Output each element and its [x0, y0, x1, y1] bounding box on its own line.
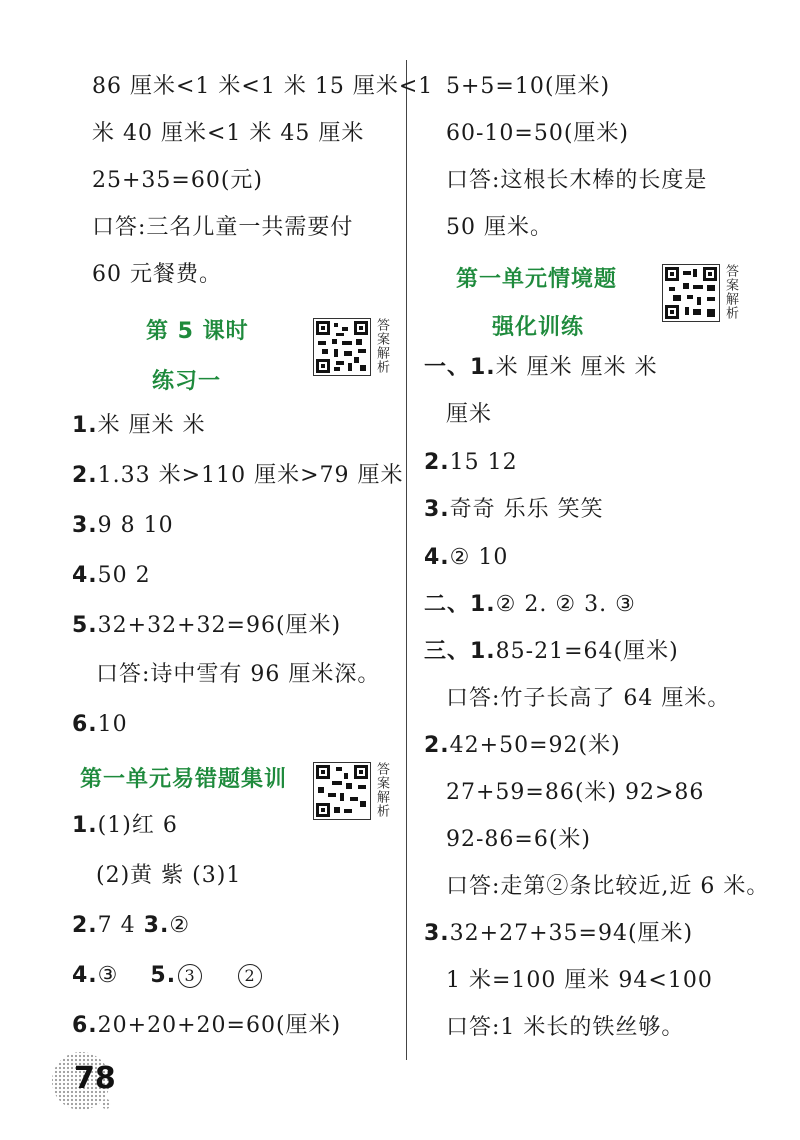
left-line-3: 25+35=60(元) — [92, 168, 264, 193]
right-line-4: 50 厘米。 — [446, 215, 553, 240]
scenario-item-3-2-b: 27+59=86(米) 92>86 — [446, 780, 705, 805]
circled-answer-a: 3 — [178, 964, 202, 988]
scenario-item-3-1: 三、1.85-21=64(厘米) — [424, 639, 679, 664]
qr-label: 答案解析 — [723, 264, 738, 320]
scenario-item-1-2: 2.15 12 — [424, 450, 518, 475]
right-column — [412, 0, 800, 1140]
qr-code-icon — [313, 762, 371, 820]
page-number: 78 — [74, 1061, 116, 1096]
left-line-2: 米 40 厘米<1 米 45 厘米 — [92, 121, 365, 146]
scenario-item-3-3-b: 1 米=100 厘米 94<100 — [446, 968, 713, 993]
practice1-item-6: 6.10 — [72, 712, 128, 737]
scenario-item-3-2-c: 92-86=6(米) — [446, 827, 592, 852]
qr-code-icon — [313, 318, 371, 376]
scenario-item-1-3: 3.奇奇 乐乐 笑笑 — [424, 497, 604, 522]
left-line-4: 口答:三名儿童一共需要付 — [92, 215, 354, 240]
error-item-6: 6.20+20+20=60(厘米) — [72, 1013, 342, 1038]
scenario-subtitle: 强化训练 — [492, 315, 585, 340]
practice1-item-5-answer: 口答:诗中雪有 96 厘米深。 — [96, 662, 381, 687]
error-item-1-part2: (2)黄 紫 (3)1 — [96, 863, 242, 888]
qr-code-lesson5[interactable] — [313, 318, 388, 376]
scenario-item-1-1: 一、1.米 厘米 厘米 米 — [424, 355, 658, 380]
scenario-item-1-1-cont: 厘米 — [446, 402, 493, 427]
practice1-item-2: 2.1.33 米>110 厘米>79 厘米 — [72, 463, 404, 488]
right-line-1: 5+5=10(厘米) — [446, 74, 611, 99]
scenario-item-3-2: 2.42+50=92(米) — [424, 733, 621, 758]
practice1-title: 练习一 — [152, 369, 222, 394]
scenario-item-3-2-answer: 口答:走第②条比较近,近 6 米。 — [446, 874, 770, 899]
lesson5-title: 第 5 课时 — [146, 319, 249, 344]
left-line-1: 86 厘米<1 米<1 米 15 厘米<1 — [92, 74, 434, 99]
error-item-1: 1.(1)红 6 — [72, 813, 178, 838]
scenario-item-3-3: 3.32+27+35=94(厘米) — [424, 921, 694, 946]
practice1-item-5: 5.32+32+32=96(厘米) — [72, 613, 342, 638]
scenario-item-3-1-answer: 口答:竹子长高了 64 厘米。 — [446, 686, 731, 711]
practice1-item-3: 3.9 8 10 — [72, 513, 174, 538]
error-practice-title: 第一单元易错题集训 — [80, 767, 288, 792]
left-line-5: 60 元餐费。 — [92, 262, 222, 287]
qr-code-error[interactable] — [313, 762, 388, 820]
scenario-item-2: 二、1.② 2. ② 3. ③ — [424, 592, 636, 617]
error-item-4-5: 4.③ 5. 3 2 — [72, 961, 264, 991]
practice1-item-1: 1.米 厘米 米 — [72, 413, 206, 438]
error-item-2: 2.7 4 3.② — [72, 913, 191, 938]
qr-label: 答案解析 — [374, 762, 389, 818]
circled-answer-b: 2 — [238, 964, 262, 988]
qr-code-scenario[interactable] — [662, 264, 737, 322]
right-line-3: 口答:这根长木棒的长度是 — [446, 168, 708, 193]
practice1-item-4: 4.50 2 — [72, 563, 151, 588]
scenario-title: 第一单元情境题 — [456, 267, 618, 292]
scenario-item-1-4: 4.② 10 — [424, 545, 509, 570]
right-line-2: 60-10=50(厘米) — [446, 121, 630, 146]
qr-label: 答案解析 — [374, 318, 389, 374]
scenario-item-3-3-answer: 口答:1 米长的铁丝够。 — [446, 1015, 685, 1040]
qr-code-icon — [662, 264, 720, 322]
